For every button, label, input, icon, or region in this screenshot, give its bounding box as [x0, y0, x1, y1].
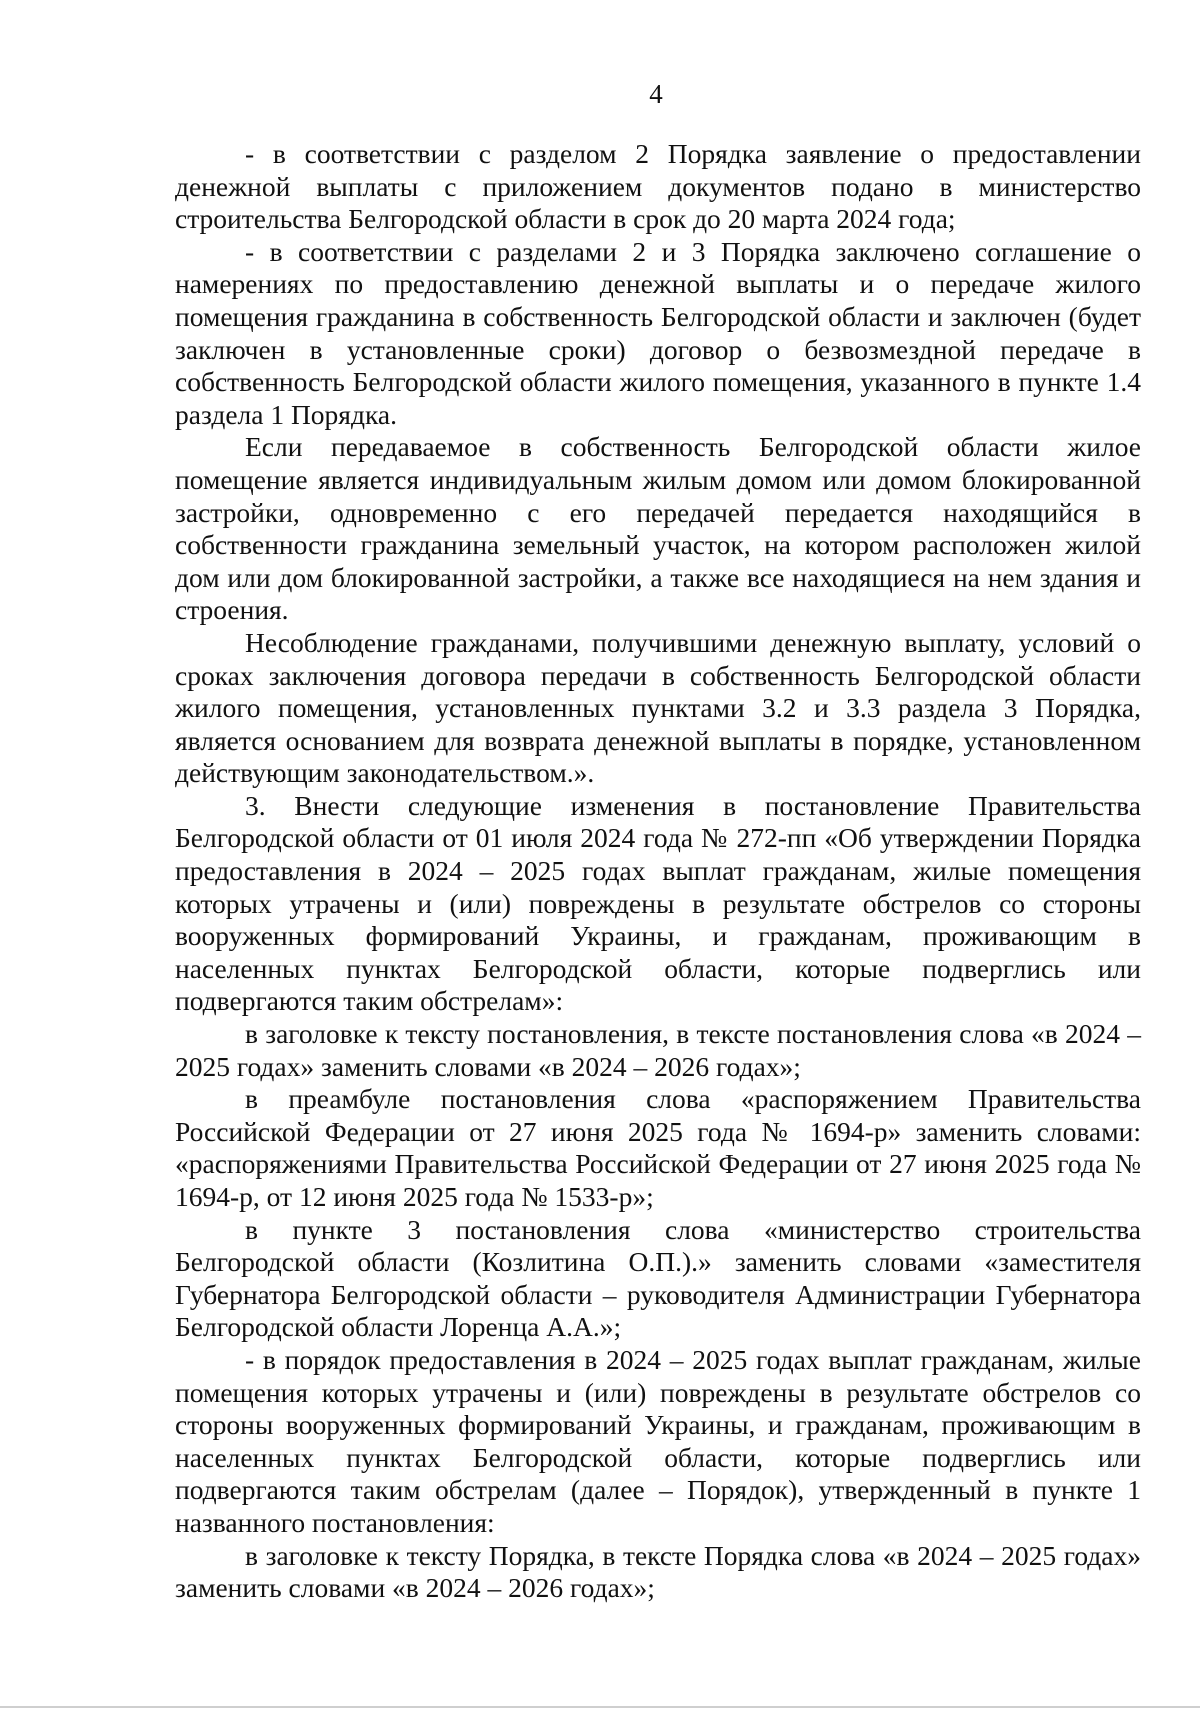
paragraph-procedure-amendments: - в порядок предоставления в 2024 – 2025 годах выплат гражданам, жилые помещения которых утрачены и (или) повреждены в результате обстрелов со стороны вооруженных формирований Украины, и гражданам, проживающим в населенных пунктах Белгородской области, которые подверглись или подвергаются таким обстрелам (далее – Порядок), утвержденный в пункте 1 названного постановления:: [175, 1343, 1141, 1538]
paragraph-agreement-intentions: - в соответствии с разделами 2 и 3 Порядка заключено соглашение о намерениях по предоставлению денежной выплаты и о передаче жилого помещения гражданина в собственность Белгородской области и заключен (будет заключен в установленные сроки) договор о безвозмездной передаче в собственность Белгородской области жилого помещения, указанного в пункте 1.4 раздела 1 Порядка.: [175, 235, 1141, 430]
paragraph-procedure-title-replacement: в заголовке к тексту Порядка, в тексте Порядка слова «в 2024 – 2025 годах» заменить словами «в 2024 – 2026 годах»;: [175, 1539, 1141, 1604]
paragraph-point-3-replacement: в пункте 3 постановления слова «министерство строительства Белгородской области (Козлитина О.П.).» заменить словами «заместителя Губернатора Белгородской области – руководителя Администрации Губернатора Белгородской области Лоренца А.А.»;: [175, 1213, 1141, 1343]
page-number: 4: [649, 79, 663, 109]
bottom-scan-edge: [0, 1706, 1200, 1708]
document-body: [175, 138, 1141, 1605]
paragraph-title-replacement: в заголовке к тексту постановления, в тексте постановления слова «в 2024 – 2025 годах» заменить словами «в 2024 – 2026 годах»;: [175, 1018, 1141, 1082]
paragraph-land-plot-transfer: Если передаваемое в собственность Белгородской области жилое помещение является индивидуальным жилым домом или домом блокированной застройки, одновременно с его передачей передается находящийся в собственности гражданина земельный участок, на котором расположен жилой дом или дом блокированной застройки, а также все находящиеся на нем здания и строения.: [175, 431, 1141, 626]
paragraph-item-3-amendments: 3. Внести следующие изменения в постановление Правительства Белгородской области от 01 июля 2024 года № 272-пп «Об утверждении Порядка предоставления в 2024 – 2025 годах выплат гражданам, жилые помещения которых утрачены и (или) повреждены в результате обстрелов со стороны вооруженных формирований Украины, и гражданам, проживающим в населенных пунктах Белгородской области, которые подверглись или подвергаются таким обстрелам»:: [175, 789, 1141, 1017]
paragraph-non-compliance: Несоблюдение гражданами, получившими денежную выплату, условий о сроках заключения договора передачи в собственность Белгородской области жилого помещения, установленных пунктами 3.2 и 3.3 раздела 3 Порядка, является основанием для возврата денежной выплаты в порядке, установленном действующим законодательством.».: [175, 626, 1141, 789]
paragraph-deadline-application: - в соответствии с разделом 2 Порядка заявление о предоставлении денежной выплаты с приложением документов подано в министерство строительства Белгородской области в срок до 20 марта 2024 года;: [175, 138, 1141, 235]
paragraph-preamble-replacement: в преамбуле постановления слова «распоряжением Правительства Российской Федерации от 27 июня 2025 года № 1694-р» заменить словами: «распоряжениями Правительства Российской Федерации от 27 июня 2025 года № 1694-р, от 12 июня 2025 года № 1533-р»;: [175, 1083, 1141, 1212]
